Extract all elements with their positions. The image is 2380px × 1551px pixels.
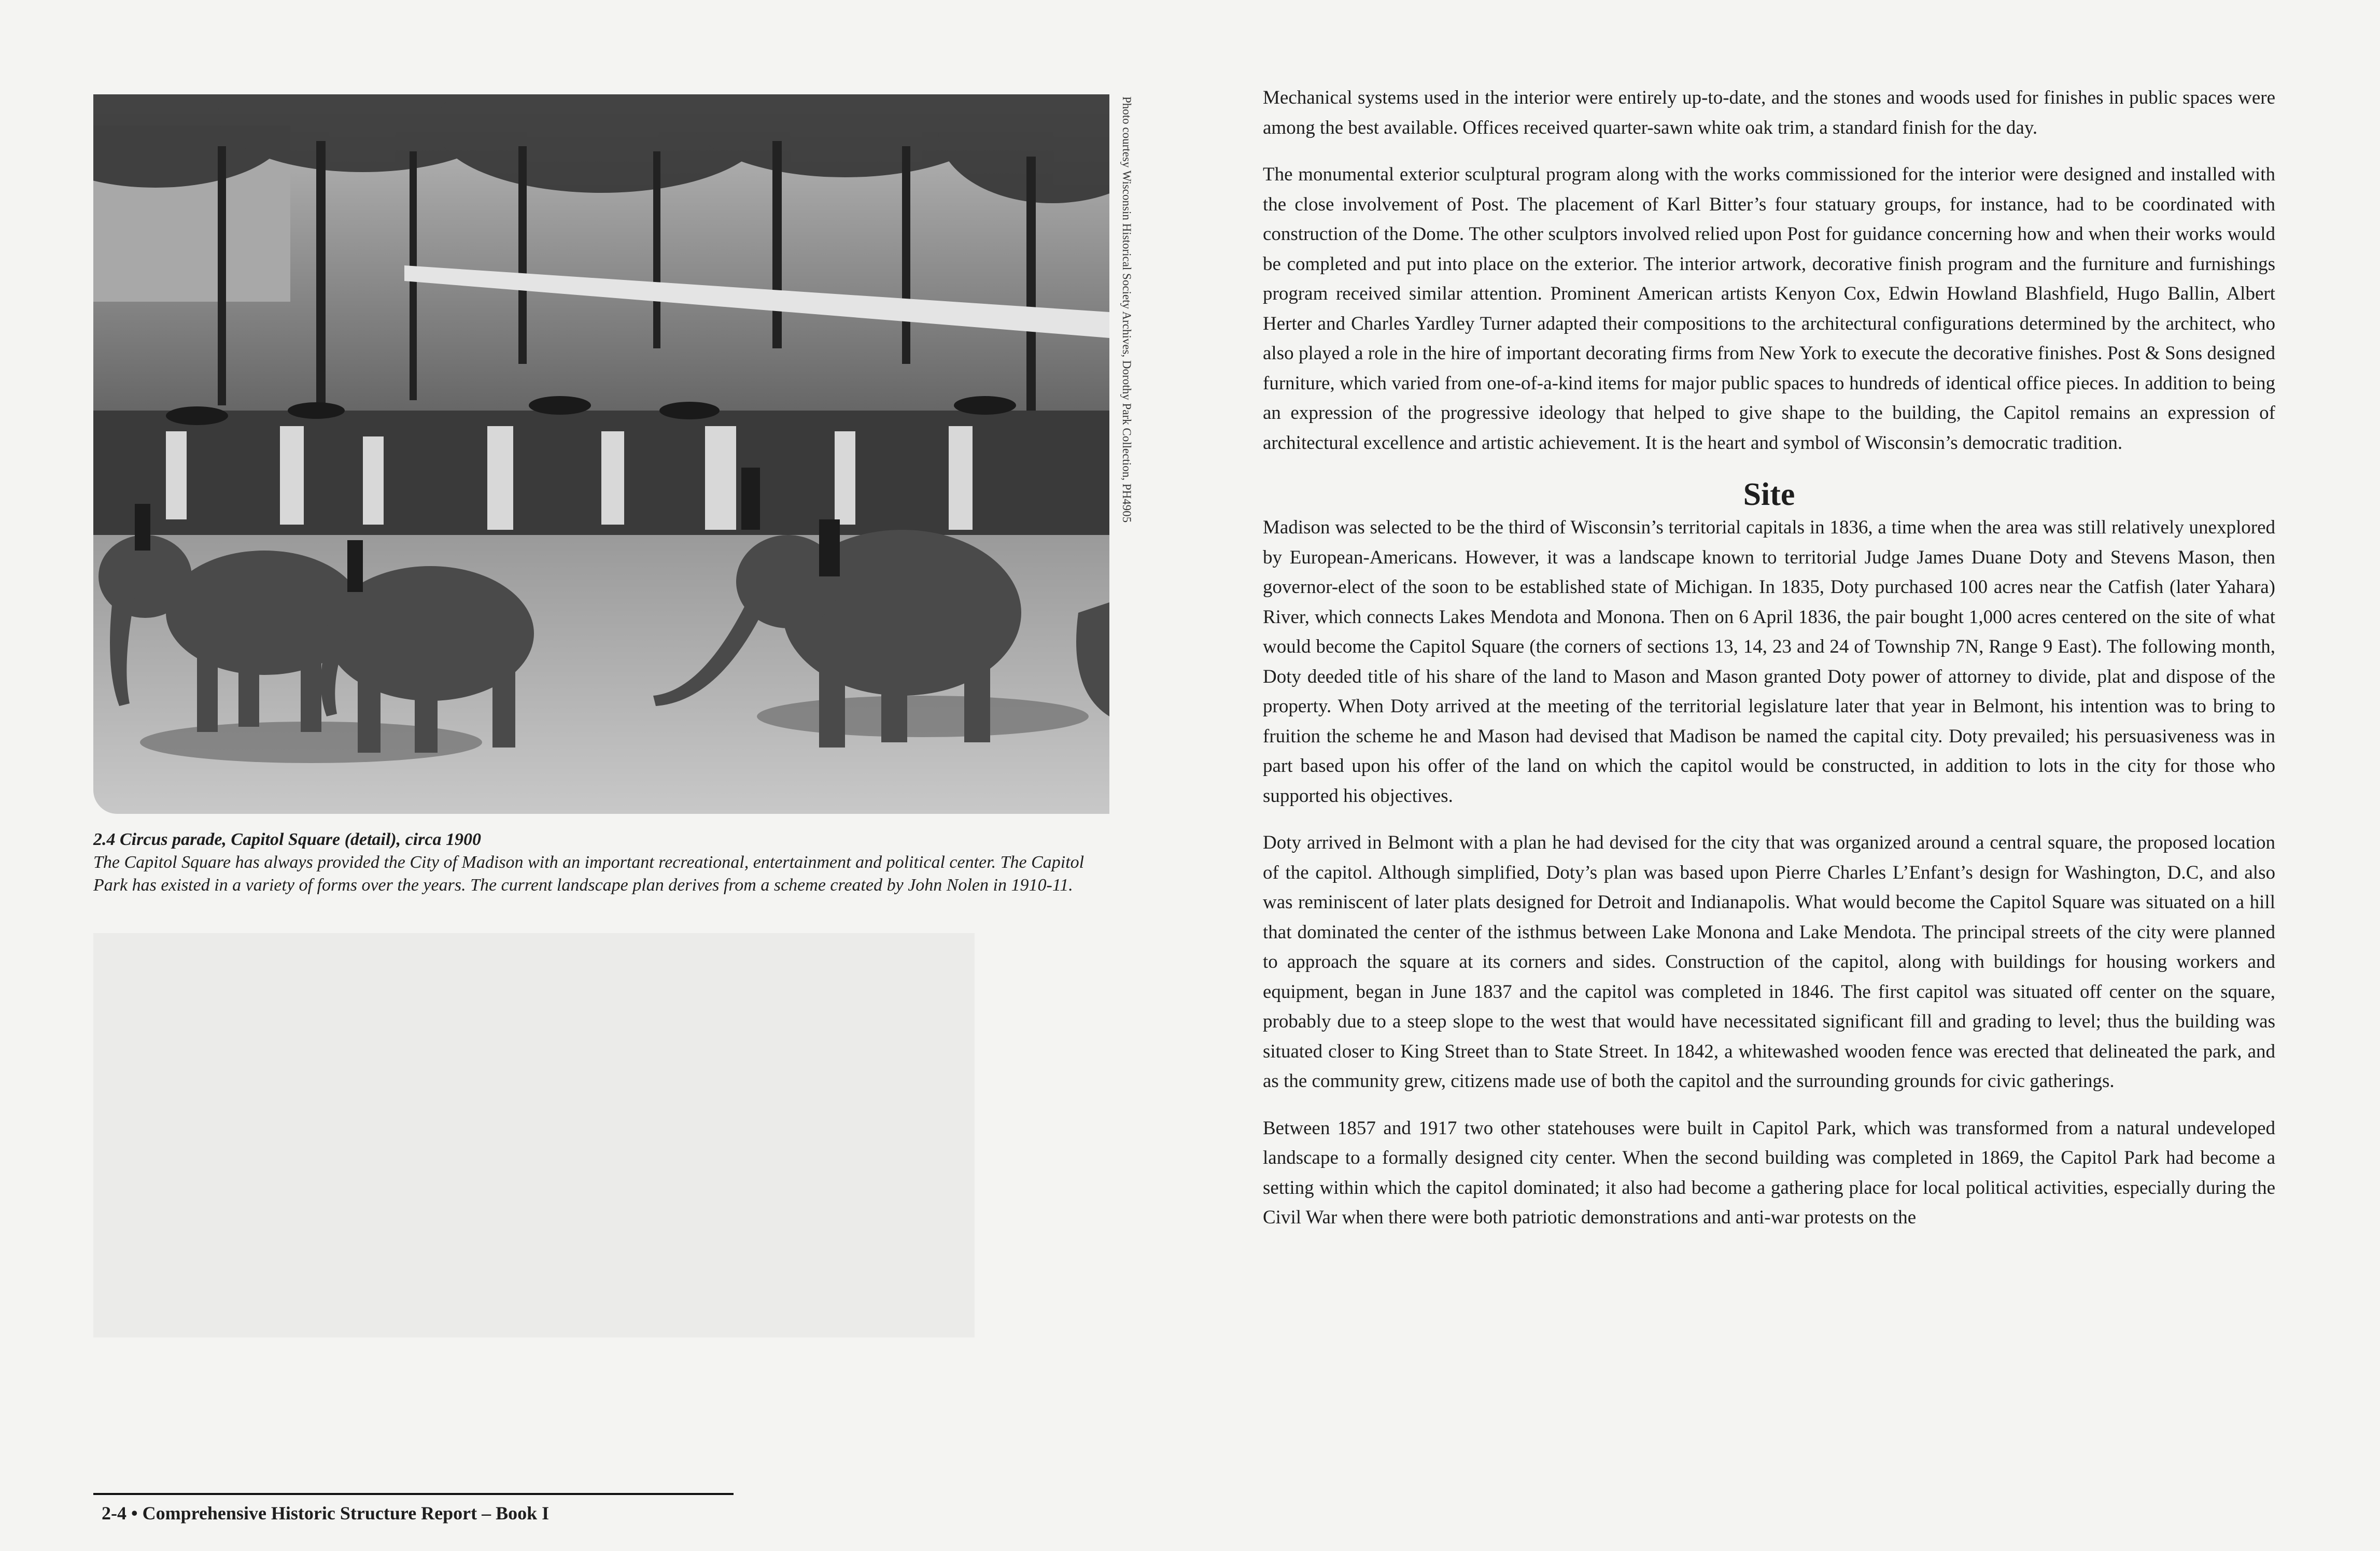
photo-credit: Photo courtesy Wisconsin Historical Society Archives, Dorothy Park Collection, PH4905 (1120, 96, 1133, 523)
caption-title: 2.4 Circus parade, Capitol Square (detail), circa 1900 (93, 830, 481, 849)
bleed-through-shadow (93, 933, 975, 1337)
paragraph-madison-selection: Madison was selected to be the third of Wisconsin’s territorial capitals in 1836, a time when the area was still relatively unexplored by European-Americans. However, it was a landscape known to territorial Judge James Duane Doty and Stevens Mason, then governor-elect of the soon to be established state of Michigan. In 1835, Doty purchased 100 acres near the Catfish (later Yahara) River, which connects Lakes Mendota and Monona. Then on 6 April 1836, the pair bought 1,000 acres centered on the site of what would become the Capitol Square (the corners of sections 13, 14, 23 and 24 of Township 7N, Range 9 East). The following month, Doty deeded title of his share of the land to Mason and Mason granted Doty power of attorney to divide, plat and dispose of the property. When Doty arrived at the meeting of the territorial legislature later that year in Belmont, his intention was to bring to fruition the scheme he and Mason had devised that Madison be named the capital city. Doty prevailed; his persuasiveness was in part based upon his offer of the land on which the capitol would be constructed, in addition to lots in the city for those who supported his objectives. (1263, 517, 2275, 807)
page-footer: 2-4 • Comprehensive Historic Structure Report – Book I (102, 1503, 550, 1524)
paragraph-mechanical-systems: Mechanical systems used in the interior were entirely up-to-date, and the stones and woods used for finishes in public spaces were among the best available. Offices received quarter-sawn white oak trim, a standard finish for the day. (1263, 87, 2275, 138)
body-text-column (1263, 83, 2275, 1250)
paragraph-statehouses: Between 1857 and 1917 two other statehouses were built in Capitol Park, which was transformed from a natural undeveloped landscape to a formally designed city center. When the second building was completed in 1869, the Capitol Park had become a setting within which the capitol dominated; it also had become a gathering place for local political activities, especially during the Civil War when there were both patriotic demonstrations and anti-war protests on the (1263, 1117, 2275, 1228)
section-heading-site: Site (1743, 477, 1795, 512)
figure-caption (93, 828, 1115, 897)
photo-illustration (93, 94, 1109, 814)
circus-parade-photo (93, 94, 1109, 814)
caption-body: The Capitol Square has always provided the City of Madison with an important recreational, entertainment and political center. The Capitol Park has existed in a variety of forms over the years. The current landscape plan derives from a scheme created by John Nolen in 1910-11. (93, 853, 1085, 895)
paragraph-sculptural-program: The monumental exterior sculptural program along with the works commissioned for the interior were designed and installed with the close involvement of Post. The placement of Karl Bitter’s four statuary groups, for instance, had to be coordinated with construction of the Dome. The other sculptors involved relied upon Post for guidance concerning how and when their works would be completed and put into place on the exterior. The interior artwork, decorative finish program and the furniture and furnishings program received similar attention. Prominent American artists Kenyon Cox, Edwin Howland Blashfield, Hugo Ballin, Albert Herter and Charles Yardley Turner adapted their compositions to the architectural configurations determined by the architect, who also played a role in the hire of important decorating firms from New York to execute the decorative finishes. Post & Sons designed furniture, which varied from one-of-a-kind items for major public spaces to hundreds of identical office pieces. In addition to being an expression of the progressive ideology that helped to give shape to the building, the Capitol remains an expression of architectural excellence and artistic achievement. It is the heart and symbol of Wisconsin’s democratic tradition. (1263, 164, 2275, 454)
paragraph-doty-plan: Doty arrived in Belmont with a plan he had devised for the city that was organized around a central square, the proposed location of the capitol. Although simplified, Doty’s plan was based upon Pierre Charles L’Enfant’s design for Washington, D.C, and also was reminiscent of later plats designed for Detroit and Indianapolis. What would become the Capitol Square was situated on a hill that dominated the center of the isthmus between Lake Monona and Lake Mendota. The principal streets of the city were planned to approach the square at its corners and sides. Construction of the capitol, along with buildings for housing workers and equipment, began in June 1837 and the capitol was completed in 1846. The first capitol was situated off center on the square, probably due to a steep slope to the west that would have necessitated significant fill and grading to level; thus the building was situated closer to King Street than to State Street. In 1842, a whitewashed wooden fence was erected that delineated the park, and as the community grew, citizens made use of both the capitol and the surrounding grounds for civic gatherings. (1263, 832, 2275, 1092)
footer-rule (93, 1493, 734, 1495)
